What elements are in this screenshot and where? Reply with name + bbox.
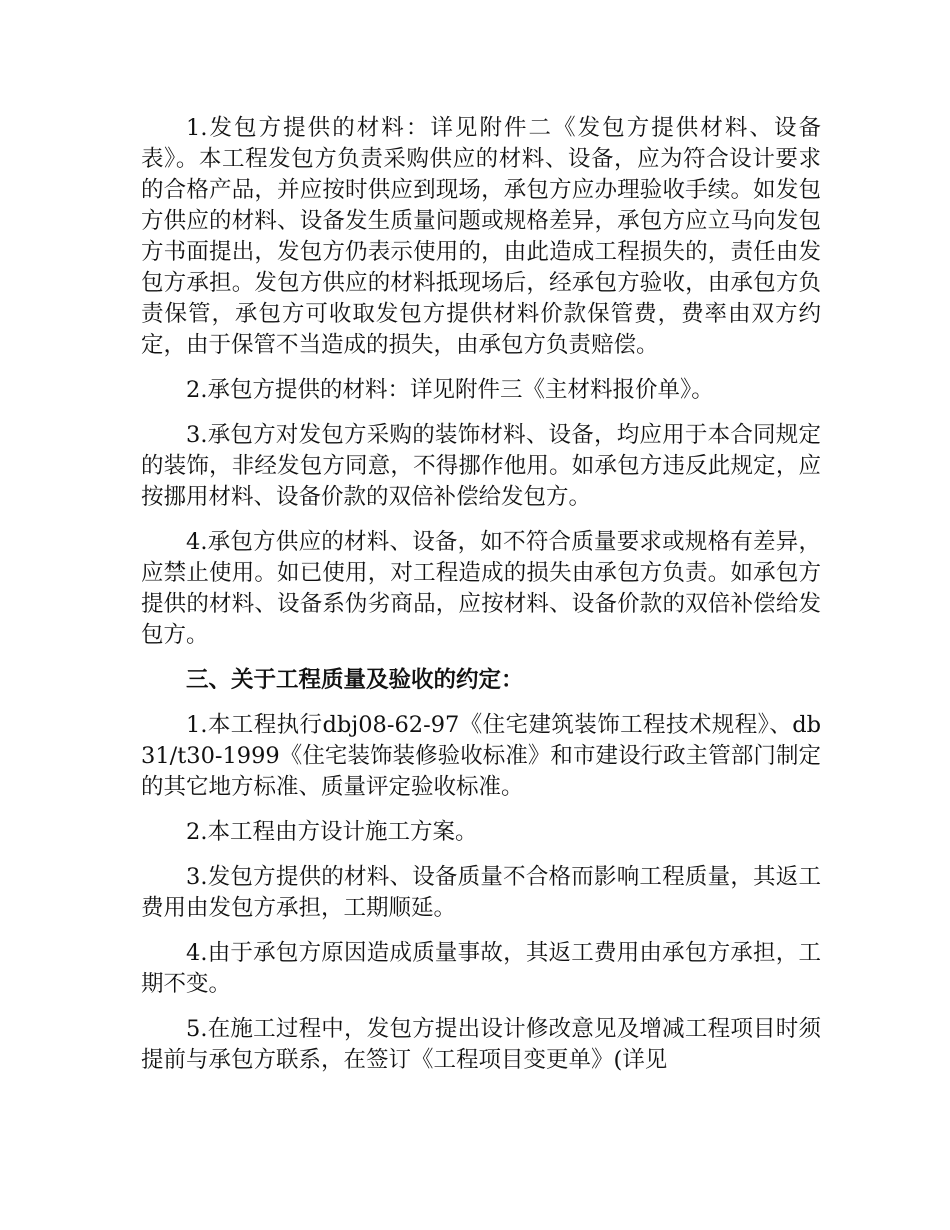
paragraph-owner-material-defect: 3.发包方提供的材料、设备质量不合格而影响工程质量，其返工费用由发包方承担，工期顺延。 xyxy=(141,864,821,921)
paragraph-contractor-accident: 4.由于承包方原因造成质量事故，其返工费用由承包方承担，工期不变。 xyxy=(141,940,821,997)
paragraph-materials-usage: 3.承包方对发包方采购的装饰材料、设备，均应用于本合同规定的装饰，非经发包方同意，不得挪作他用。如承包方违反此规定，应按挪用材料、设备价款的双倍补偿给发包方。 xyxy=(141,422,821,510)
paragraph-quality-standards: 1.本工程执行dbj08-62-97《住宅建筑装饰工程技术规程》、db31/t30-1999《住宅装饰装修验收标准》和市建设行政主管部门制定的其它地方标准、质量评定验收标准。 xyxy=(141,712,821,800)
paragraph-materials-contractor: 2.承包方提供的材料：详见附件三《主材料报价单》。 xyxy=(186,377,714,403)
paragraph-design-changes: 5.在施工过程中，发包方提出设计修改意见及增减工程项目时须提前与承包方联系，在签订《工程项目变更单》(详见 xyxy=(141,1016,821,1073)
paragraph-materials-owner: 1.发包方提供的材料：详见附件二《发包方提供材料、设备表》。本工程发包方负责采购供应的材料、设备，应为符合设计要求的合格产品，并应按时供应到现场，承包方应办理验收手续。如发包方供应的材料、设备发生质量问题或规格差异，承包方应立马向发包方书面提出，发包方仍表示使用的，由此造成工程损失的，责任由发包方承担。发包方供应的材料抵现场后，经承包方验收，由承包方负责保管，承包方可收取发包方提供材料价款保管费，费率由双方约定，由于保管不当造成的损失，由承包方负责赔偿。 xyxy=(141,115,821,358)
section-heading: 三、关于工程质量及验收的约定： xyxy=(186,667,524,693)
paragraph-design-plan: 2.本工程由方设计施工方案。 xyxy=(186,819,478,845)
paragraph-materials-quality: 4.承包方供应的材料、设备，如不符合质量要求或规格有差异，应禁止使用。如已使用，对工程造成的损失由承包方负责。如承包方提供的材料、设备系伪劣商品，应按材料、设备价款的双倍补偿给发包方。 xyxy=(141,529,821,648)
document-page xyxy=(141,113,821,1090)
